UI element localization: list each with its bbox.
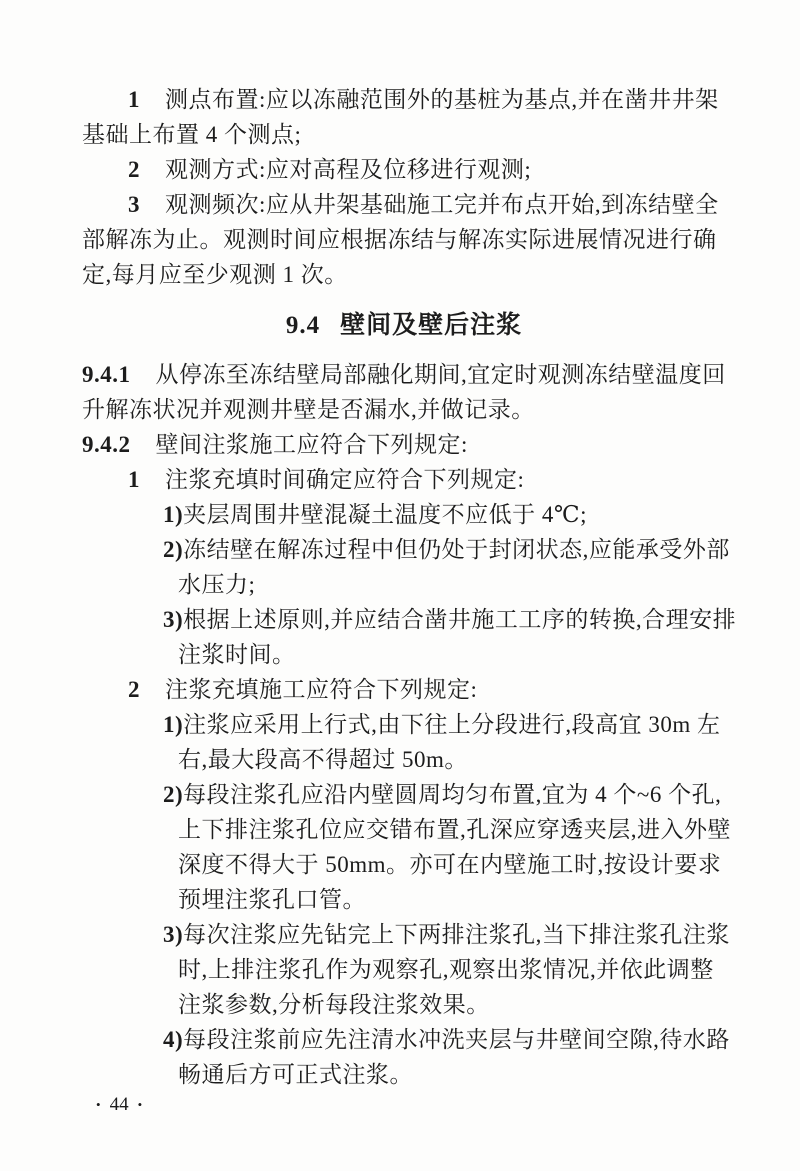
body-text-line <box>82 707 726 742</box>
line-text: 注浆充填时间确定应符合下列规定: <box>165 467 525 492</box>
line-text: 定,每月应至少观测 1 次。 <box>82 262 348 287</box>
subitem-number: 2) <box>163 782 184 807</box>
line-text: 部解冻为止。观测时间应根据冻结与解冻实际进展情况进行确 <box>82 227 717 252</box>
line-text: 每段注浆孔应沿内壁圆周均匀布置,宜为 4 个~6 个孔, <box>183 782 722 807</box>
footer-dot: • <box>137 1097 143 1112</box>
subitem-number: 4) <box>163 1027 184 1052</box>
body-text-line <box>82 567 726 602</box>
clause-number: 9.4.2 <box>82 432 131 457</box>
item-number: 1 <box>128 87 140 112</box>
footer-dot: • <box>96 1097 101 1112</box>
item-number: 3 <box>128 192 140 217</box>
line-text: 每段注浆前应先注清水冲洗夹层与井壁间空隙,待水路 <box>183 1027 730 1052</box>
page-footer <box>82 1093 726 1117</box>
item-number: 2 <box>128 157 140 182</box>
subitem-number: 3) <box>163 607 184 632</box>
line-text: 壁间注浆施工应符合下列规定: <box>155 432 468 457</box>
body-text-line <box>82 532 730 567</box>
body-text-line <box>82 117 726 152</box>
line-text: 观测方式:应对高程及位移进行观测; <box>165 157 532 182</box>
line-text: 注浆参数,分析每段注浆效果。 <box>178 992 490 1017</box>
subitem-number: 1) <box>163 712 184 737</box>
item-number: 1 <box>128 467 140 492</box>
line-text: 夹层周围井壁混凝土温度不应低于 4℃; <box>183 502 588 527</box>
line-text: 水压力; <box>178 572 256 597</box>
body-text-line <box>82 357 726 392</box>
line-text: 注浆充填施工应符合下列规定: <box>165 677 478 702</box>
subitem-number: 2) <box>163 537 184 562</box>
line-text: 深度不得大于 50mm。亦可在内壁施工时,按设计要求 <box>178 852 722 877</box>
item-number: 2 <box>128 677 140 702</box>
line-text: 根据上述原则,并应结合凿井施工工序的转换,合理安排 <box>183 607 737 632</box>
line-text: 预埋注浆孔口管。 <box>178 887 366 912</box>
body-text-line <box>82 952 726 987</box>
body-text-line <box>82 222 726 257</box>
body-text-line <box>82 672 726 707</box>
section-number: 9.4 <box>285 312 321 339</box>
line-text: 时,上排注浆孔作为观察孔,观察出浆情况,并依此调整 <box>178 957 714 982</box>
body-text-line <box>82 152 726 187</box>
clause-number: 9.4.1 <box>82 362 131 387</box>
body-text-line <box>82 742 726 777</box>
body-text-line <box>82 882 726 917</box>
body-text-line <box>82 187 726 222</box>
line-text: 观测频次:应从井架基础施工完并布点开始,到冻结壁全 <box>165 192 719 217</box>
line-text: 注浆应采用上行式,由下往上分段进行,段高宜 30m 左 <box>183 712 721 737</box>
body-text-line <box>82 812 731 847</box>
body-text-line <box>82 1022 730 1057</box>
body-text-line <box>82 257 726 292</box>
line-text: 畅通后方可正式注浆。 <box>178 1062 413 1087</box>
body-text-line <box>82 917 730 952</box>
body-text-line <box>82 1057 726 1092</box>
line-text: 每次注浆应先钻完上下两排注浆孔,当下排注浆孔注浆 <box>183 922 730 947</box>
line-text: 冻结壁在解冻过程中但仍处于封闭状态,应能承受外部 <box>183 537 730 562</box>
body-text-line <box>82 602 737 637</box>
line-text: 升解冻状况并观测井壁是否漏水,并做记录。 <box>82 397 535 422</box>
body-text-line <box>82 427 726 462</box>
section-heading <box>82 308 726 343</box>
body-text-line <box>82 637 726 672</box>
subitem-number: 1) <box>163 502 184 527</box>
line-text: 从停冻至冻结壁局部融化期间,宜定时观测冻结壁温度回 <box>155 362 726 387</box>
body-text-line <box>82 847 726 882</box>
subitem-number: 3) <box>163 922 184 947</box>
body-text-line <box>82 82 726 117</box>
line-text: 上下排注浆孔位应交错布置,孔深应穿透夹层,进入外壁 <box>178 817 731 842</box>
line-text: 基础上布置 4 个测点; <box>82 122 302 147</box>
body-text-line <box>82 987 726 1022</box>
line-text: 右,最大段高不得超过 50m。 <box>178 747 468 772</box>
line-text: 注浆时间。 <box>178 642 296 667</box>
body-text-line <box>82 777 726 812</box>
body-text-line <box>82 497 726 532</box>
page-number: 44 <box>109 1094 129 1115</box>
body-text-line <box>82 392 726 427</box>
line-text: 测点布置:应以冻融范围外的基桩为基点,并在凿井井架 <box>165 87 719 112</box>
body-text-line <box>82 462 726 497</box>
section-title: 壁间及壁后注浆 <box>340 312 523 339</box>
